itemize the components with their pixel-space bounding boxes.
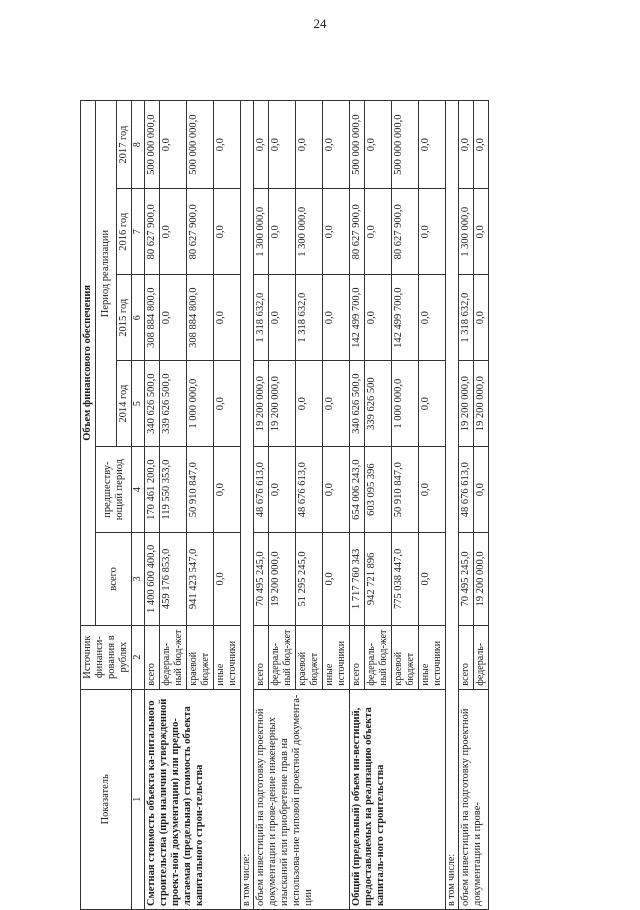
value-cell: 0,0 — [214, 361, 241, 447]
value-cell: 0,0 — [323, 447, 350, 533]
value-cell: 1 000 000,0 — [187, 361, 214, 447]
value-cell: 19 200 000,0 — [459, 361, 474, 447]
value-cell: 1 318 632,0 — [459, 275, 474, 361]
value-cell: 0,0 — [323, 189, 350, 275]
indicator-cell: объем инвестиций на подготовку проектной документации и прове- — [459, 689, 489, 909]
value-cell: 0,0 — [474, 275, 489, 361]
value-cell: 1 300 000,0 — [296, 189, 323, 275]
value-cell: 80 627 900,0 — [145, 189, 160, 275]
value-cell: 775 038 447,0 — [392, 533, 419, 626]
value-cell: 0,0 — [365, 101, 392, 189]
page-number: 24 — [313, 16, 327, 31]
value-cell: 339 626 500 — [365, 361, 392, 447]
value-cell: 19 200 000,0 — [474, 361, 489, 447]
value-cell: 19 200 000,0 — [474, 533, 489, 626]
value-cell: 0,0 — [459, 101, 474, 189]
value-cell: 0,0 — [323, 275, 350, 361]
column-number: 6 — [132, 275, 145, 361]
source-cell: краевой бюджет — [296, 625, 323, 689]
value-cell: 142 499 700,0 — [392, 275, 419, 361]
source-cell: федераль-ный бюд-жет — [269, 625, 296, 689]
value-cell: 48 676 613,0 — [459, 447, 474, 533]
value-cell: 0,0 — [419, 101, 446, 189]
indicator-cell: Общий (предельный) объем ин-вестиций, предоставляемых на реализацию объекта капиталь-ного строительства — [350, 689, 446, 909]
section-subhead: в том числе: — [241, 101, 254, 910]
value-cell: 1 318 632,0 — [254, 275, 269, 361]
header-realization: Период реализации — [96, 101, 117, 447]
value-cell: 0,0 — [323, 361, 350, 447]
value-cell: 0,0 — [269, 275, 296, 361]
source-cell: краевой бюджет — [392, 625, 419, 689]
value-cell: 459 176 853,0 — [160, 533, 187, 626]
column-number: 5 — [132, 361, 145, 447]
value-cell: 308 884 800,0 — [145, 275, 160, 361]
table-row — [254, 101, 269, 910]
source-cell: федераль-ный бюд-жет — [365, 625, 392, 689]
indicator-cell: Сметная стоимость объекта ка-питального строительства (при наличии утвержденной проект-ной документации) или предпо-лагаемая (предельная) стоимость объекта капитального строи-тельства — [145, 689, 241, 909]
column-number: 4 — [132, 447, 145, 533]
value-cell: 48 676 613,0 — [296, 447, 323, 533]
source-cell: всего — [459, 625, 474, 689]
source-cell: иные источники — [323, 625, 350, 689]
value-cell: 0,0 — [296, 361, 323, 447]
value-cell: 0,0 — [160, 101, 187, 189]
value-cell: 51 295 245,0 — [296, 533, 323, 626]
value-cell: 0,0 — [365, 275, 392, 361]
source-cell: краевой бюджет — [187, 625, 214, 689]
value-cell: 0,0 — [254, 101, 269, 189]
source-cell: федераль- — [474, 625, 489, 689]
indicator-cell: объем инвестиций на подготовку проектной документации и прове-дение инженерных изысканий или приобретение прав на использова-ние типовой проектной документа-ции — [254, 689, 350, 909]
header-year: 2017 год — [117, 101, 132, 189]
value-cell: 942 721 896 — [365, 533, 392, 626]
table-row — [459, 101, 474, 910]
value-cell: 80 627 900,0 — [187, 189, 214, 275]
section-subhead: в том числе: — [446, 101, 459, 910]
column-number: 1 — [132, 689, 145, 909]
value-cell: 70 495 245,0 — [459, 533, 474, 626]
value-cell: 603 095 396 — [365, 447, 392, 533]
value-cell: 0,0 — [160, 275, 187, 361]
table-row — [145, 101, 160, 910]
source-cell: всего — [145, 625, 160, 689]
header-year: 2015 год — [117, 275, 132, 361]
subhead-row — [446, 101, 459, 910]
value-cell: 0,0 — [323, 101, 350, 189]
value-cell: 0,0 — [419, 447, 446, 533]
value-cell: 308 884 800,0 — [187, 275, 214, 361]
value-cell: 339 626 500,0 — [160, 361, 187, 447]
rotated-page-content — [80, 100, 585, 910]
value-cell: 0,0 — [214, 533, 241, 626]
source-cell: иные источники — [214, 625, 241, 689]
value-cell: 500 000 000,0 — [187, 101, 214, 189]
value-cell: 0,0 — [419, 533, 446, 626]
financing-table — [80, 100, 489, 910]
source-cell: всего — [254, 625, 269, 689]
value-cell: 0,0 — [474, 101, 489, 189]
header-year: 2016 год — [117, 189, 132, 275]
value-cell: 80 627 900,0 — [392, 189, 419, 275]
value-cell: 500 000 000,0 — [350, 101, 365, 189]
value-cell: 19 200 000,0 — [269, 533, 296, 626]
value-cell: 340 626 500,0 — [145, 361, 160, 447]
value-cell: 0,0 — [474, 189, 489, 275]
value-cell: 80 627 900,0 — [350, 189, 365, 275]
value-cell: 50 910 847,0 — [187, 447, 214, 533]
value-cell: 19 200 000,0 — [269, 361, 296, 447]
column-number: 7 — [132, 189, 145, 275]
value-cell: 50 910 847,0 — [392, 447, 419, 533]
value-cell: 142 499 700,0 — [350, 275, 365, 361]
header-previous: предшеству-ющий период — [96, 447, 132, 533]
value-cell: 0,0 — [214, 189, 241, 275]
value-cell: 0,0 — [419, 361, 446, 447]
table-row — [350, 101, 365, 910]
value-cell: 1 717 760 343 — [350, 533, 365, 626]
table-body — [145, 101, 489, 910]
source-cell: иные источники — [419, 625, 446, 689]
value-cell: 0,0 — [323, 533, 350, 626]
value-cell: 0,0 — [269, 101, 296, 189]
header-total: всего — [96, 533, 132, 626]
column-number: 3 — [132, 533, 145, 626]
value-cell: 340 626 500,0 — [350, 361, 365, 447]
value-cell: 1 000 000,0 — [392, 361, 419, 447]
column-number: 8 — [132, 101, 145, 189]
value-cell: 1 300 000,0 — [459, 189, 474, 275]
source-cell: всего — [350, 625, 365, 689]
header-volume: Объем финансового обеспечения — [81, 101, 96, 626]
value-cell: 941 423 547,0 — [187, 533, 214, 626]
value-cell: 500 000 000,0 — [392, 101, 419, 189]
value-cell: 0,0 — [214, 275, 241, 361]
column-number: 2 — [132, 625, 145, 689]
value-cell: 0,0 — [419, 189, 446, 275]
value-cell: 119 550 353,0 — [160, 447, 187, 533]
value-cell: 500 000 000,0 — [145, 101, 160, 189]
source-cell: федераль-ный бюд-жет — [160, 625, 187, 689]
value-cell: 0,0 — [419, 275, 446, 361]
value-cell: 0,0 — [269, 447, 296, 533]
value-cell: 0,0 — [269, 189, 296, 275]
value-cell: 0,0 — [474, 447, 489, 533]
value-cell: 48 676 613,0 — [254, 447, 269, 533]
value-cell: 19 200 000,0 — [254, 361, 269, 447]
value-cell: 1 400 600 400,0 — [145, 533, 160, 626]
header-year: 2014 год — [117, 361, 132, 447]
value-cell: 654 006 243,0 — [350, 447, 365, 533]
value-cell: 0,0 — [160, 189, 187, 275]
header-indicator: Показатель — [81, 689, 132, 909]
value-cell: 0,0 — [296, 101, 323, 189]
value-cell: 1 318 632,0 — [296, 275, 323, 361]
value-cell: 0,0 — [214, 447, 241, 533]
value-cell: 0,0 — [214, 101, 241, 189]
value-cell: 170 461 200,0 — [145, 447, 160, 533]
value-cell: 0,0 — [365, 189, 392, 275]
header-source: Источник финанси-рования в рублях — [81, 625, 132, 689]
subhead-row — [241, 101, 254, 910]
value-cell: 70 495 245,0 — [254, 533, 269, 626]
value-cell: 1 300 000,0 — [254, 189, 269, 275]
